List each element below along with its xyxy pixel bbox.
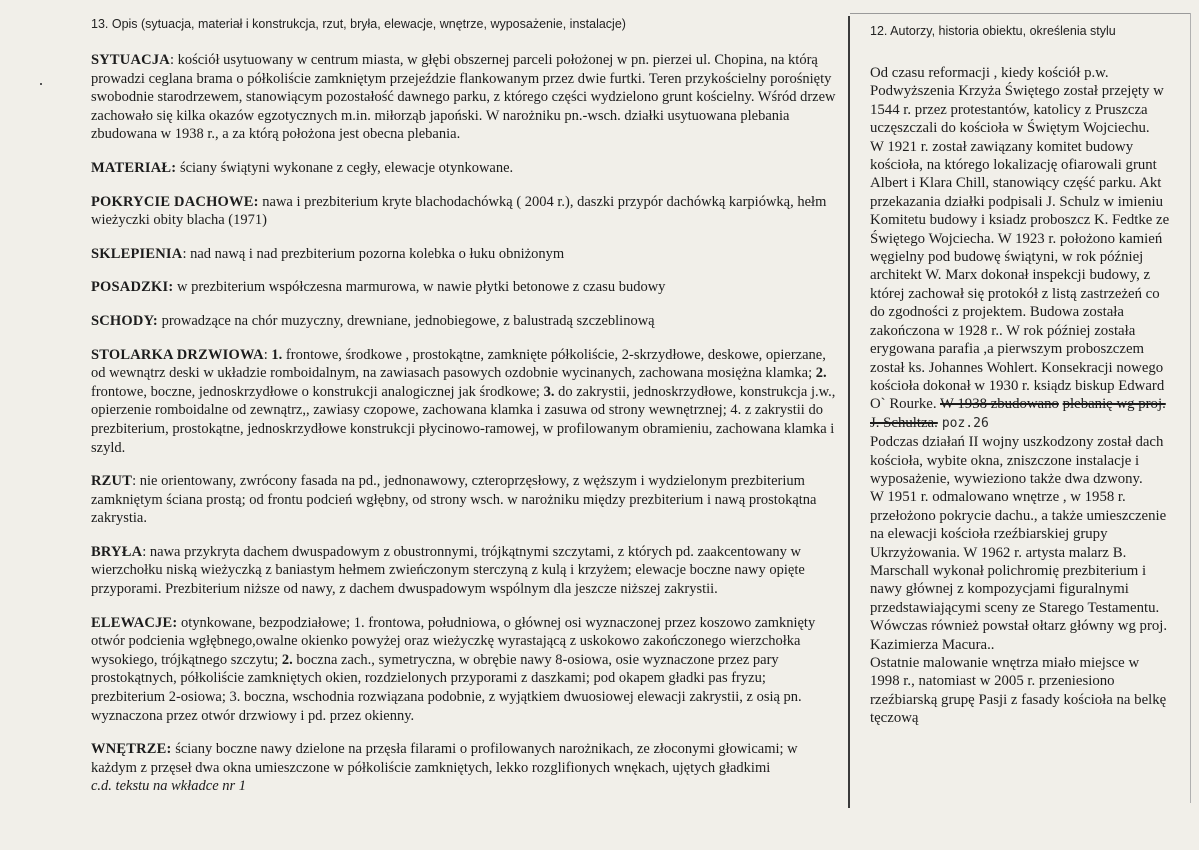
section-label: MATERIAŁ:	[91, 159, 177, 176]
column-divider	[848, 16, 850, 808]
section-text: 3.	[543, 383, 555, 400]
right-box-right-border	[1190, 13, 1191, 803]
section-label: SCHODY:	[91, 312, 158, 329]
section-text: :	[263, 346, 272, 363]
section-label: POSADZKI:	[91, 279, 174, 296]
handwritten-annotation: poz.26	[941, 415, 989, 431]
section-text: : nie orientowany, zwrócony fasada na pd., jednonawowy, czteroprzęsłowy, z węższym i wydzielonym prezbiterium zamkniętym ściana prostą; od frontu podcień wgłębny, od strony wsch. w narożniku między prezbiterium i nawą prostokątna zakrystia.	[91, 473, 817, 527]
section-text: : kościół usytuowany w centrum miasta, w głębi obszernej parceli położonej w pn. pierzei ul. Chopina, na którą prowadzi ceglana brama o półkoliście zamkniętym przejeździe flankowanym przez dwie furtki. Teren przykościelny porośnięty swobodnie starodrzewem, stanowiącym pozostałość dawnego parku, z którego części wydzielono grunt kościelny. Wśród drzew zachowało się kilka okazów egzotycznych m.in. miłorząb japoński. W narożniku pn.-wsch. działki usytuowana plebania zbudowana w 1938 r., a za którą położona jest obecna plebania.	[91, 52, 836, 143]
section-text: 1.	[271, 346, 283, 363]
description-section	[91, 346, 841, 458]
section-text: frontowe, boczne, jednoskrzydłowe o konstrukcji analogicznej jak środkowe;	[91, 383, 544, 400]
description-section	[91, 159, 841, 178]
description-section	[91, 740, 841, 796]
section-label: STOLARKA DRZWIOWA	[91, 346, 264, 363]
description-section	[91, 312, 841, 331]
scan-speck	[40, 83, 42, 85]
section-label: ELEWACJE:	[91, 614, 178, 631]
description-section	[91, 278, 841, 297]
section-label: WNĘTRZE:	[91, 741, 172, 758]
section-text: ściany świątyni wykonane z cegły, elewacje otynkowane.	[176, 159, 514, 176]
left-column-header: 13. Opis (sytuacja, materiał i konstrukcja, rzut, bryła, elewacje, wnętrze, wyposażenie, instalacje)	[91, 17, 626, 31]
history-paragraph: W 1951 r. odmalowano wnętrze , w 1958 r. przełożono pokrycie dachu., a także umieszczenie na elewacji kościoła rzeźbiarskiej grupy Ukrzyżowania. W 1962 r. artysta malarz B. Marschall wykonał polichromię prezbiterium i nawy głównej z kompozycjami figuralnymi przedstawiającymi sceny ze Starego Testamentu. Wówczas również powstał ołtarz główny wg proj. Kazimierza Macura..	[870, 489, 1168, 653]
section-text: : nad nawą i nad prezbiterium pozorna kolebka o łuku obniżonym	[182, 245, 565, 262]
section-text: 2.	[815, 365, 827, 382]
struck-text: W 1938 zbudowano	[940, 396, 1059, 413]
continuation-note: c.d. tekstu na wkładce nr 1	[91, 778, 247, 795]
section-label: POKRYCIE DACHOWE:	[91, 193, 259, 210]
description-section	[91, 543, 841, 599]
description-section	[91, 245, 841, 264]
history-paragraph: Od czasu reformacji , kiedy kościół p.w. Podwyższenia Krzyża Świętego został przejęty w 1544 r. przez protestantów, katolicy z Pruszcza uczęszczali do kościoła w Świętym Wojciechu.	[870, 65, 1164, 137]
description-section	[91, 472, 841, 528]
section-text: : nawa przykryta dachem dwuspadowym z obustronnymi, trójkątnymi szczytami, z których pd. zaakcentowany w wierzchołku niską wieżyczką z baniastym hełmem zwieńczonym sterczyną z kulą i krzyżem; elewacje boczne nawy opięte przyporami. Prezbiterium niższe od nawy, z dachem dwuspadowym wspólnym dla jeszcze niższej zakrystii.	[91, 543, 805, 598]
section-text: prowadzące na chór muzyczny, drewniane, jednobiegowe, z balustradą szczeblinową	[157, 312, 655, 329]
section-text: 2.	[281, 651, 293, 668]
section-label: SYTUACJA	[91, 52, 170, 68]
section-label: BRYŁA	[91, 543, 143, 560]
history-paragraph	[870, 138, 1170, 434]
section-text: ściany boczne nawy dzielone na przęsła filarami o profilowanych narożnikach, ze złoconymi głowicami; w każdym z przęseł dwa okna umieszczone w półkoliście zamkniętych, lekko rozglifionych wnękach, ujętych gładkimi	[91, 741, 798, 776]
struck-text: plebanię wg proj. J. Schultza.	[870, 396, 1166, 431]
right-box-top-border	[850, 13, 1190, 14]
description-column	[91, 51, 841, 811]
right-column-header: 12. Autorzy, historia obiektu, określenia stylu	[870, 24, 1116, 38]
section-text: do zakrystii, jednoskrzydłowe, konstrukcja j.w., opierzenie romboidalne od zewnątrz,, zawiasy czopowe, zachowana klamka i zasuwa od strony wewnętrznej; 4. z zakrystii do prezbiterium, prostokątne, jednoskrzydłowe konstrukcji płycinowo-ramowej, w profilowanym obramieniu, zachowana klamka i szyld.	[91, 383, 836, 456]
section-label: SKLEPIENIA	[91, 245, 183, 262]
section-label: RZUT	[91, 473, 133, 490]
section-text: otynkowane, bezpodziałowe; 1. frontowa, południowa, o głównej osi wyznaczonej przez koszowo zamknięty otwór podcienia wgłębnego,owalne okienko powyżej oraz wieżyczkę wyrastającą z uskokowo zakończonego wierzchołka wysokiego, trójkątnego szczytu;	[91, 614, 816, 668]
history-text: W 1921 r. został zawiązany komitet budowy kościoła, na którego lokalizację ofiarowali grunt Albert i Klara Chill, stanowiący część parku. Akt przekazania działki podpisali J. Schulz w imieniu Komitetu budowy i ksiadz proboszcz K. Fedtke ze Świętego Wojciecha. W 1923 r. położono kamień węgielny pod budowę świątyni, w rok później architekt W. Marx dokonał inspekcji budowy, z której zachował się protokół z listą zastrzeżeń co do zgodności z projektem. Budowa została zakończona w 1928 r.. W rok później została erygowana parafia ,a pierwszym proboszczem został ks. Johannes Wohlert. Konsekracji nowego kościoła dokonał w 1930 r. ksiądz biskup Edward O` Rourke.	[870, 138, 1170, 413]
section-text: nawa i prezbiterium kryte blachodachówką ( 2004 r.), daszki przypór dachówką karpiówką, hełm wieżyczki obity blacha (1971)	[91, 193, 827, 229]
history-paragraph: Podczas działań II wojny uszkodzony został dach kościoła, wybite okna, zniszczone instalacje i wyposażenie, wywieziono także dwa dzwony.	[870, 434, 1164, 487]
section-text: boczna zach., symetryczna, w obrębie nawy 8-osiowa, osie wyznaczone przez pary prostokątnych, półkoliście zamkniętych okien, rozdzielonych przyporami z daszkami; pod okapem gładki pas fryzu; prezbiterium 2-osiowa; 3. boczna, wschodnia rozwiązana podobnie, z wyjątkiem dwuosiowej elewacji zakrystii, z osią pn. wyznaczona przez otwór drzwiowy i pd. przez okienny.	[91, 651, 802, 724]
section-text: w prezbiterium współczesna marmurowa, w nawie płytki betonowe z czasu budowy	[173, 279, 666, 296]
history-column	[870, 64, 1170, 728]
description-section	[91, 614, 841, 726]
section-text: frontowe, środkowe , prostokątne, zamknięte półkoliście, 2-skrzydłowe, deskowe, opierzane, od wewnątrz deski w układzie romboidalnym, na zawiasach pasowych ozdobnie wycinanych, zachowana mosiężna klamka;	[91, 346, 826, 382]
history-paragraph: Ostatnie malowanie wnętrza miało miejsce w 1998 r., natomiast w 2005 r. przeniesiono rzeźbiarską grupę Pasji z fasady kościoła na belkę tęczową	[870, 655, 1167, 727]
description-section	[91, 193, 841, 230]
description-section	[91, 51, 841, 144]
